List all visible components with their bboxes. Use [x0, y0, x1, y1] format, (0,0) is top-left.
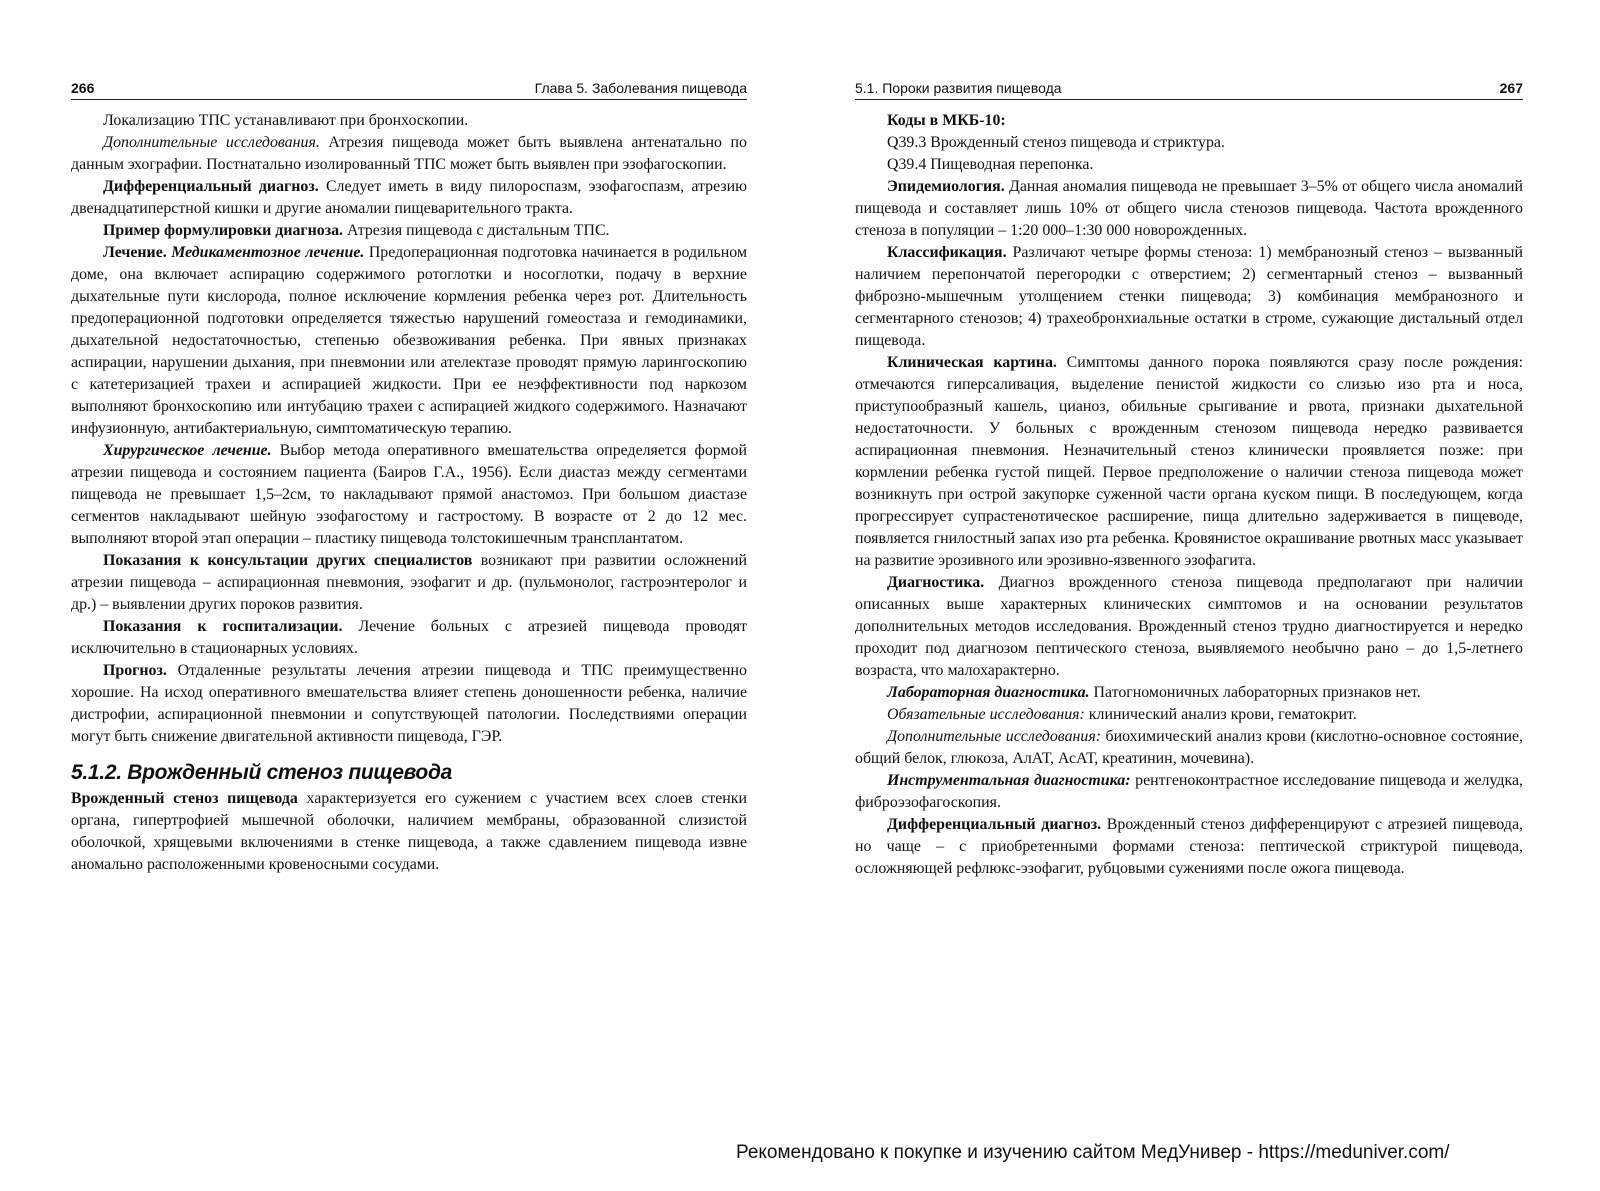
paragraph-text: характеризуется его сужением с участием всех слоев стенки органа, гипертрофией мышечной оболочки, наличием мембраны, образованной слизистой оболочкой, хрящевыми включениями в стенке пищевода, а также сдавлением пищевода извне аномально расположенными кровеносными сосудами. — [71, 790, 747, 873]
page-number-left: 266 — [71, 80, 95, 96]
paragraph-text: биохимический анализ крови (кислотно-основное состояние, общий белок, глюкоза, АлАТ, АсАТ, креатинин, мочевина). — [855, 728, 1524, 767]
paragraph — [855, 726, 1523, 770]
paragraph — [71, 176, 747, 220]
paragraph-bold-lead: Врожденный стеноз пищевода — [71, 790, 298, 807]
paragraph-bold-lead: Классификация. — [887, 244, 1007, 261]
right-page — [855, 68, 1523, 880]
paragraph-bold-italic-lead: Лабораторная диагностика. — [887, 684, 1090, 701]
paragraph — [71, 220, 747, 242]
paragraph-text: Атрезия пищевода с дистальным ТПС. — [343, 222, 610, 239]
code-text: Q39.3 Врожденный стеноз пищевода и стриктура. — [887, 134, 1225, 151]
left-body-text — [71, 110, 747, 876]
paragraph-text: Диагноз врожденного стеноза пищевода предполагают при наличии описанных выше характерных клинических симптомов и на основании результатов дополнительных методов исследования. Врожденный стеноз трудно диагностируется и нередко проходит под диагнозом пептического стеноза, выявляемого необычно рано – до 1,5-летнего возраста, что малохарактерно. — [855, 574, 1523, 679]
paragraph-text: Врожденный стеноз дифференцируют с атрезией пищевода, но чаще – с приобретенными формами стеноза: пептической стриктурой пищевода, осложняющей рефлюкс-эзофагит, рубцовыми сужениями после ожога пищевода. — [855, 816, 1524, 877]
paragraph-text: Атрезия пищевода может быть выявлена антенатально по данным эхографии. Постнатально изолированный ТПС может быть выявлен при эзофагоскопии. — [71, 134, 747, 173]
code-line — [855, 132, 1523, 154]
paragraph — [71, 788, 747, 876]
paragraph-bold-lead: Показания к госпитализации. — [103, 618, 343, 635]
paragraph-text: клинический анализ крови, гематокрит. — [1084, 706, 1357, 723]
paragraph-bold-lead: Прогноз. — [103, 662, 167, 679]
paragraph — [71, 440, 747, 550]
paragraph-text: Предоперационная подготовка начинается в родильном доме, она включает аспирацию содержимого ротоглотки и носоглотки, подачу в верхние дыхательные пути кислорода, полное исключение кормления ребенка через рот. Длительность предоперационной подготовки определяется тяжестью нарушений гомеостаза и гемодинамики, дыхательной недостаточностью, степенью обезвоживания ребенка. При явных признаках аспирации, нарушении дыхания, при пневмонии или ателектазе проводят прямую ларингоскопию с катетеризацией трахеи и аспирацией жидкости. При ее неэффективности под наркозом выполняют бронхоскопию или интубацию трахеи с аспирацией жидкого содержимого. Назначают инфузионную, антибактериальную, симптоматическую терапию. — [71, 244, 747, 437]
paragraph-bold-italic-lead: Медикаментозное лечение. — [166, 244, 365, 261]
right-body-text — [855, 110, 1523, 880]
paragraph-bold-lead: Дифференциальный диагноз. — [887, 816, 1102, 833]
paragraph — [855, 242, 1523, 352]
paragraph-bold-lead: Эпидемиология. — [887, 178, 1005, 195]
paragraph-text: Данная аномалия пищевода не превышает 3–5% от общего числа аномалий пищевода и составляет лишь 10% от общего числа стенозов пищевода. Частота врожденного стеноза в популяции – 1:20 000–1:30 000 новорожденных. — [855, 178, 1523, 239]
paragraph — [855, 770, 1523, 814]
paragraph-bold-lead: Пример формулировки диагноза. — [103, 222, 344, 239]
codes-title-text: Коды в МКБ-10: — [887, 112, 1006, 129]
right-running-head — [855, 68, 1523, 100]
paragraph — [855, 352, 1523, 572]
paragraph — [71, 110, 747, 132]
paragraph-italic-lead: Дополнительные исследования: — [887, 728, 1102, 745]
paragraph-text: возникают при развитии осложнений атрезии пищевода – аспирационная пневмония, эзофагит и др. (пульмонолог, гастроэнтеролог и др.) – выявлении других пороков развития. — [71, 552, 747, 613]
paragraph — [855, 682, 1523, 704]
paragraph — [855, 176, 1523, 242]
section-header: 5.1. Пороки развития пищевода — [855, 80, 1062, 96]
section-title: 5.1.2. Врожденный стеноз пищевода — [71, 761, 453, 784]
paragraph-bold-lead: Показания к консультации других специалистов — [103, 552, 473, 569]
paragraph — [855, 814, 1523, 880]
paragraph-text: Симптомы данного порока появляются сразу после рождения: отмечаются гиперсаливация, выделение пенистой жидкости со слизью изо рта и носа, приступообразный кашель, цианоз, обильные срыгивание и рвота, признаки дыхательной недостаточности. У больных с врожденным стенозом пищевода нередко развивается аспирационная пневмония. Незначительный стеноз клинически проявляется позже: при кормлении ребенка густой пищей. Первое предположение о наличии стеноза пищевода может возникнуть при острой закупорке суженной части органа куском пищи. В последующем, когда прогрессирует супрастенотическое расширение, пища длительно задерживается в пищеводе, появляется гнилостный запах изо рта ребенка. Кровянистое окрашивание рвотных масс указывает на развитие эрозивного или эрозивно-язвенного эзофагита. — [855, 354, 1523, 569]
paragraph — [71, 550, 747, 616]
paragraph-text: Патогномоничных лабораторных признаков нет. — [1089, 684, 1421, 701]
paragraph — [71, 616, 747, 660]
code-text: Q39.4 Пищеводная перепонка. — [887, 156, 1094, 173]
paragraph-italic-lead: Обязательные исследования: — [887, 706, 1085, 723]
paragraph-italic-lead: Дополнительные исследования. — [103, 134, 320, 151]
page-number-right: 267 — [1499, 80, 1523, 96]
paragraph-bold-lead: Дифференциальный диагноз. — [103, 178, 319, 195]
paragraph-bold-italic-lead: Инструментальная диагностика: — [887, 772, 1131, 789]
paragraph — [71, 242, 747, 440]
left-page — [71, 68, 747, 876]
paragraph-bold-lead: Диагностика. — [887, 574, 985, 591]
left-running-head — [71, 68, 747, 100]
paragraph-text: Различают четыре формы стеноза: 1) мембранозный стеноз – вызванный наличием перепончатой перегородки с отверстием; 2) сегментарный стеноз – вызванный фиброзно-мышечным утолщением стенки пищевода; 3) комбинация мембранозного и сегментарного стенозов; 4) трахеобронхиальные остатки в строме, сужающие дистальный отдел пищевода. — [855, 244, 1523, 349]
paragraph — [855, 572, 1523, 682]
footer-recommendation: Рекомендовано к покупке и изучению сайтом МедУнивер - https://meduniver.com/ — [736, 1142, 1450, 1163]
code-line — [855, 154, 1523, 176]
paragraph-bold-lead: Клиническая картина. — [887, 354, 1057, 371]
paragraph-text: Выбор метода оперативного вмешательства определяется формой атрезии пищевода и состоянием пациента (Баиров Г.А., 1956). Если диастаз между сегментами пищевода не превышает 1,5–2см, то накладывают прямой анастомоз. При большом диастазе сегментов накладывают шейную эзофагостому и гастростому. В возрасте от 2 до 12 мес. выполняют второй этап операции – пластику пищевода толстокишечным трансплантатом. — [71, 442, 747, 547]
paragraph-text: Отдаленные результаты лечения атрезии пищевода и ТПС преимущественно хорошие. На исход оперативного вмешательства влияет степень доношенности ребенка, наличие дистрофии, аспирационной пневмонии и сопутствующей патологии. Последствиями операции могут быть снижение двигательной активности пищевода, ГЭР. — [71, 662, 747, 745]
codes-title — [855, 110, 1523, 132]
paragraph — [855, 704, 1523, 726]
paragraph-text: Локализацию ТПС устанавливают при бронхоскопии. — [103, 112, 469, 129]
paragraph-bold-italic-lead: Хирургическое лечение. — [103, 442, 272, 459]
paragraph-text: Следует иметь в виду пилороспазм, эзофагоспазм, атрезию двенадцатиперстной кишки и другие аномалии пищеварительного тракта. — [71, 178, 747, 217]
paragraph-text: рентгеноконтрастное исследование пищевода и желудка, фиброэзофагоскопия. — [855, 772, 1523, 811]
paragraph — [71, 660, 747, 748]
paragraph-bold-lead: Лечение. — [103, 244, 167, 261]
chapter-header: Глава 5. Заболевания пищевода — [534, 80, 747, 96]
paragraph-text: Лечение больных с атрезией пищевода проводят исключительно в стационарных условиях. — [71, 618, 747, 657]
paragraph — [71, 132, 747, 176]
